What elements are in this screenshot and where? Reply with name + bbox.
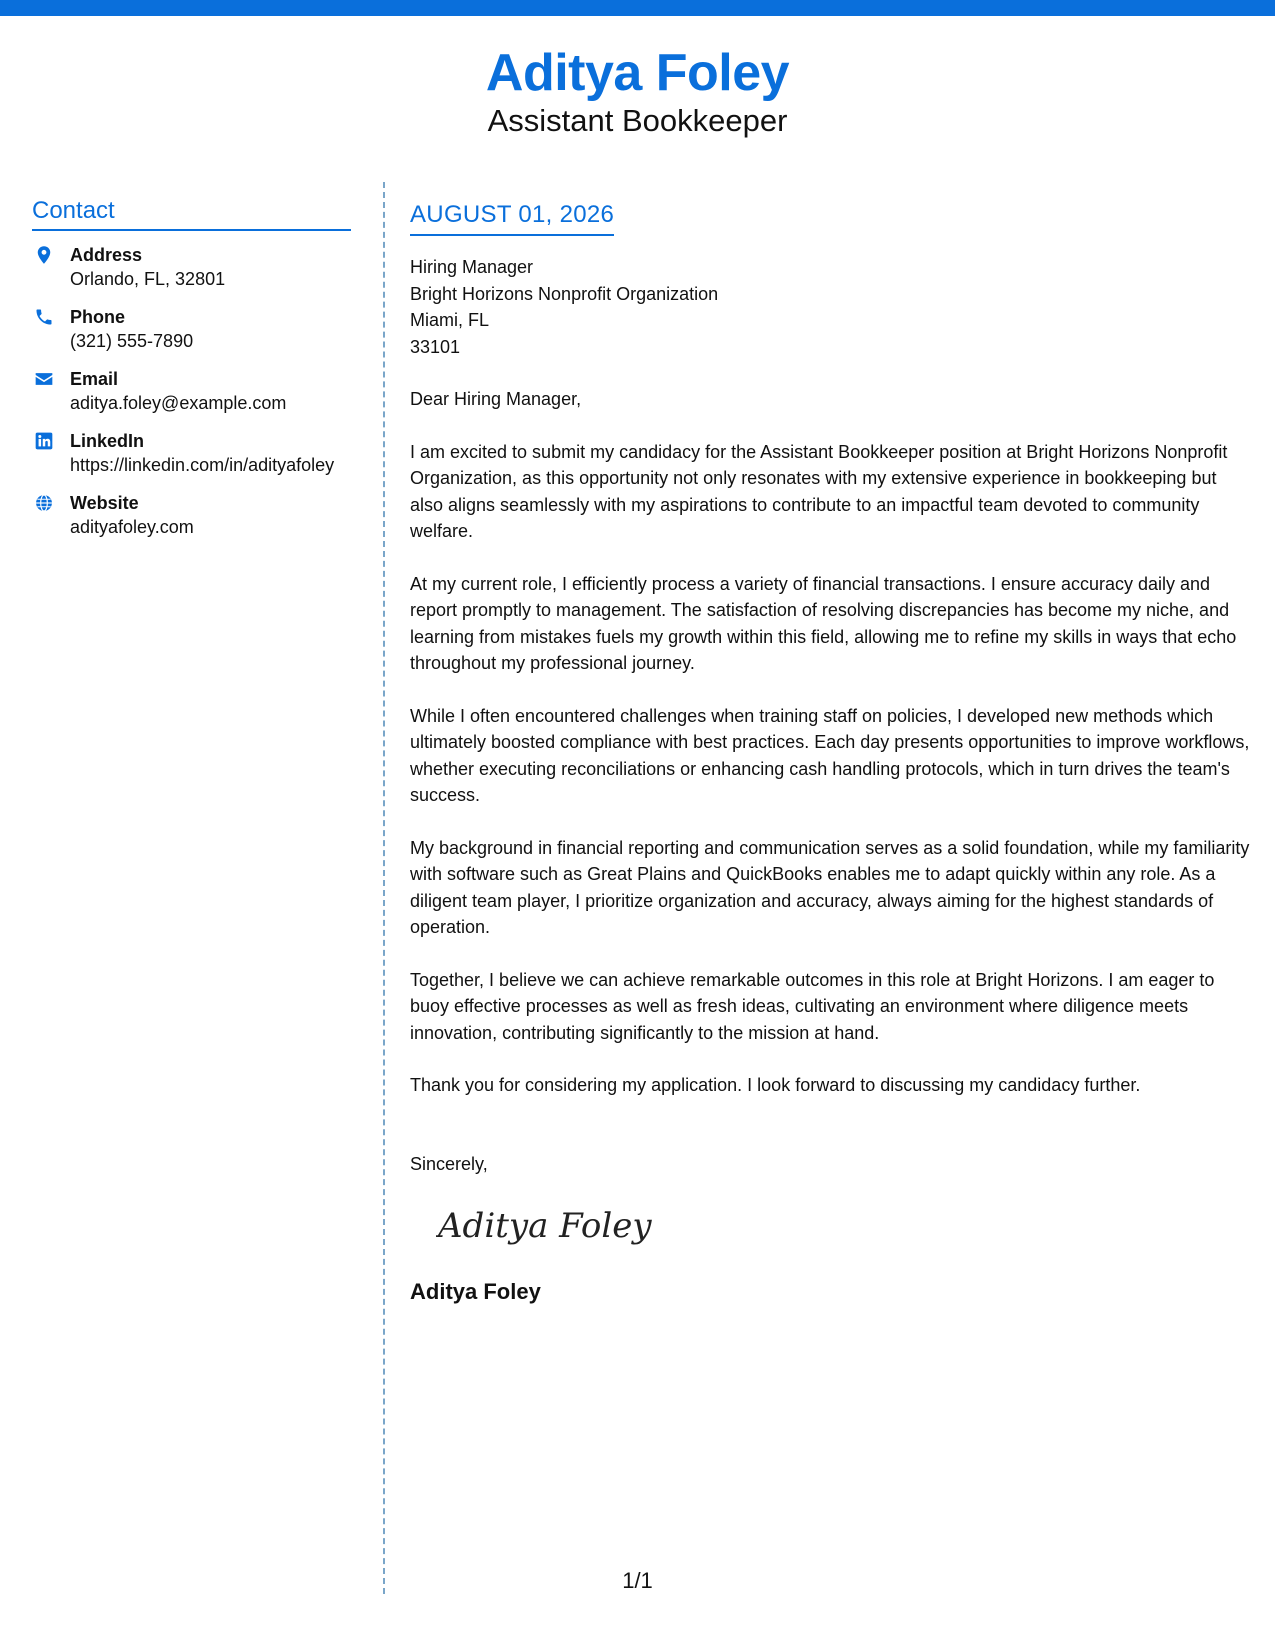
contact-value: (321) 555-7890 — [70, 331, 194, 351]
linkedin-link[interactable]: https://linkedin.com/in/adityafoley — [70, 455, 335, 475]
contact-item-address — [32, 243, 351, 291]
contact-heading: Contact — [32, 196, 351, 231]
contact-item-phone — [32, 305, 351, 353]
phone-icon — [34, 307, 54, 327]
globe-icon — [34, 493, 54, 513]
letter-body — [410, 198, 1252, 1306]
paragraph: Together, I believe we can achieve remarkable outcomes in this role at Bright Horizons. I am eager to buoy effective processes as well as fresh ideas, cultivating an environment where diligence meets innovation, contributing significantly to the mission at hand. — [410, 969, 1215, 1043]
contact-label: Phone — [70, 307, 126, 327]
website-link[interactable]: adityafoley.com — [70, 517, 194, 537]
contact-sidebar — [32, 196, 351, 553]
contact-value: Orlando, FL, 32801 — [70, 269, 226, 289]
contact-list — [32, 243, 351, 539]
envelope-icon — [34, 369, 54, 389]
letter-date: AUGUST 01, 2026 — [410, 198, 614, 236]
paragraph: At my current role, I efficiently process a variety of financial transactions. I ensure accuracy daily and report promptly to management. The satisfaction of resolving discrepancies has become my niche, and learning from mistakes fuels my growth within this field, allowing me to refine my skills in ways that echo throughout my professional journey. — [410, 573, 1237, 673]
top-accent-bar — [0, 0, 1275, 16]
header — [0, 40, 1275, 140]
signature-text: Aditya Foley — [438, 1206, 652, 1246]
contact-item-email — [32, 367, 351, 415]
contact-label: Email — [70, 369, 119, 389]
recipient-block — [410, 254, 1252, 360]
linkedin-icon — [34, 431, 54, 451]
column-divider — [383, 182, 385, 1594]
paragraph: I am excited to submit my candidacy for the Assistant Bookkeeper position at Bright Horizons Nonprofit Organization, as this opportunity not only resonates with my extensive experience in bookkeeping but also aligns seamlessly with my aspirations to contribute to an impactful team devoted to community welfare. — [410, 441, 1228, 541]
contact-label: Address — [70, 245, 143, 265]
page-number: 1/1 — [622, 1568, 653, 1593]
paragraph: My background in financial reporting and communication serves as a solid foundation, while my familiarity with software such as Great Plains and QuickBooks enables me to adapt quickly within any role. As a diligent team player, I prioritize organization and accuracy, always aiming for the highest standards of operation. — [410, 837, 1250, 937]
recipient-line: 33101 — [410, 336, 461, 357]
contact-label: Website — [70, 493, 139, 513]
contact-item-website — [32, 491, 351, 539]
recipient-line: Hiring Manager — [410, 257, 534, 277]
closing: Sincerely, — [410, 1153, 488, 1174]
recipient-line: Miami, FL — [410, 310, 490, 330]
salutation: Dear Hiring Manager, — [410, 389, 582, 409]
handwritten-signature — [436, 1199, 656, 1253]
paragraph: Thank you for considering my application. I look forward to discussing my candidacy further. — [410, 1075, 1141, 1095]
applicant-name: Aditya Foley — [485, 44, 790, 102]
recipient-line: Bright Horizons Nonprofit Organization — [410, 283, 719, 304]
contact-item-linkedin — [32, 429, 351, 477]
contact-label: LinkedIn — [70, 431, 145, 451]
paragraph: While I often encountered challenges when training staff on policies, I developed new methods which ultimately boosted compliance with best practices. Each day presents opportunities to improve workflows, whether executing reconciliations or enhancing cash handling protocols, which in turn drives the team's success. — [410, 705, 1250, 805]
signer-name: Aditya Foley — [410, 1279, 541, 1304]
map-pin-icon — [34, 245, 54, 265]
email-link[interactable]: aditya.foley@example.com — [70, 393, 287, 413]
job-title: Assistant Bookkeeper — [487, 103, 788, 138]
